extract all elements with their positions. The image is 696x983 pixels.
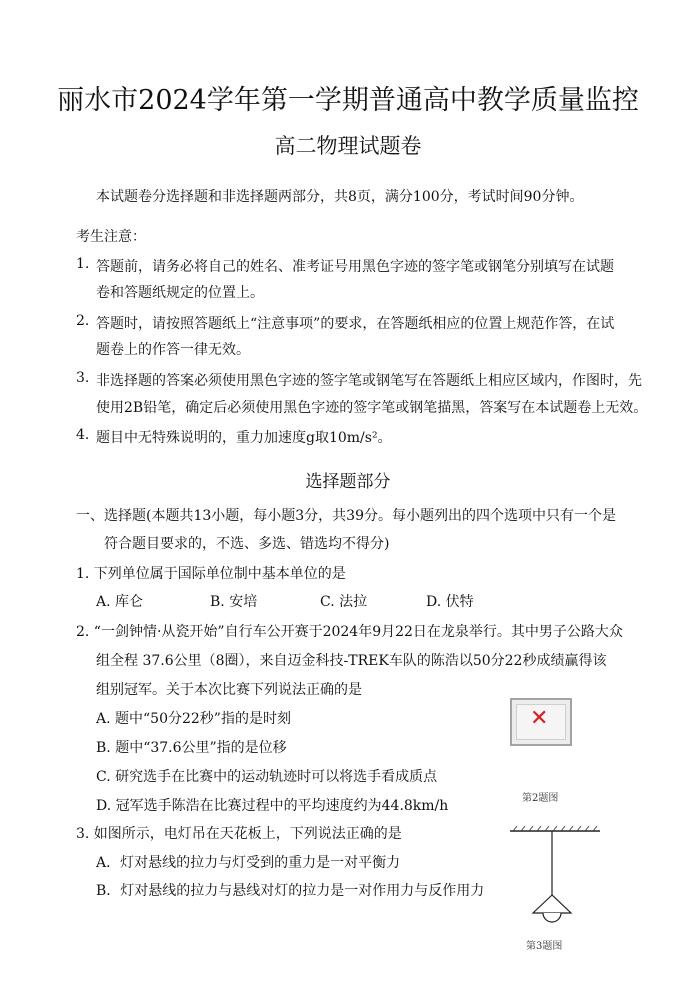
intro-text: 本试题卷分选择题和非选择题两部分，共8页，满分100分，考试时间90分钟。: [96, 189, 584, 205]
q2-figure-broken-image: [510, 698, 572, 746]
q1-option-b: B. 安培: [210, 594, 258, 610]
q1-stem: 1. 下列单位属于国际单位制中基本单位的是: [76, 566, 346, 582]
q3-figure-caption: 第3题图: [526, 941, 563, 952]
notice-1-line-1: 答题前，请务必将自己的姓名、准考证号用黑色字迹的签字笔或钢笔分别填写在试题: [96, 259, 614, 275]
exam-title: 丽水市2024学年第一学期普通高中教学质量监控: [57, 85, 639, 116]
part1-line-2: 符合题目要求的，不选、多选、错选均不得分): [104, 536, 390, 552]
lamp-bulb: [543, 913, 561, 922]
exam-subtitle: 高二物理试题卷: [274, 134, 422, 158]
q2-figure-caption: 第2题图: [522, 793, 559, 804]
q1-option-a: A. 库仑: [96, 594, 144, 610]
notice-3-line-2: 使用2B铅笔，确定后必须使用黑色字迹的签字笔或钢笔描黑，答案写在本试题卷上无效。: [96, 400, 648, 416]
notice-heading: 考生注意：: [76, 229, 146, 245]
notice-4-num: 4.: [76, 427, 90, 443]
notice-1-num: 1.: [76, 256, 90, 272]
q2-option-b: B. 题中“37.6公里”指的是位移: [96, 740, 287, 756]
q1-option-d: D. 伏特: [426, 594, 474, 610]
notice-4-line-1: 题目中无特殊说明的，重力加速度g取10m/s²。: [96, 430, 392, 446]
q3-option-a: A．灯对悬线的拉力与灯受到的重力是一对平衡力: [96, 855, 401, 871]
q2-option-c: C. 研究选手在比赛中的运动轨迹时可以将选手看成质点: [96, 769, 438, 785]
q2-option-a: A. 题中“50分22秒”指的是时刻: [96, 711, 291, 727]
q2-stem-line-3: 组别冠军。关于本次比赛下列说法正确的是: [96, 682, 362, 698]
q3-option-b: B．灯对悬线的拉力与悬线对灯的拉力是一对作用力与反作用力: [96, 883, 485, 899]
notice-2-num: 2.: [76, 313, 90, 329]
q3-lamp-figure: [505, 825, 605, 935]
notice-3-num: 3.: [76, 370, 90, 386]
broken-image-icon: ✕: [530, 706, 549, 731]
q1-option-c: C. 法拉: [320, 594, 368, 610]
lamp-shade: [533, 895, 571, 913]
q2-option-d: D. 冠军选手陈浩在比赛过程中的平均速度约为44.8km/h: [96, 798, 449, 814]
notice-1-line-2: 卷和答题纸规定的位置上。: [96, 285, 264, 301]
section-title: 选择题部分: [305, 472, 391, 492]
q2-stem-line-1: 2. “一剑钟情·从瓷开始”自行车公开赛于2024年9月22日在龙泉举行。其中男子公路大众: [76, 624, 623, 640]
q3-stem: 3. 如图所示，电灯吊在天花板上，下列说法正确的是: [76, 826, 402, 842]
notice-2-line-1: 答题时，请按照答题纸上“注意事项”的要求，在答题纸相应的位置上规范作答，在试: [96, 316, 615, 332]
notice-2-line-2: 题卷上的作答一律无效。: [96, 342, 250, 358]
part1-line-1: 一、选择题(本题共13小题，每小题3分，共39分。每小题列出的四个选项中只有一个是: [76, 508, 616, 524]
notice-3-line-1: 非选择题的答案必须使用黑色字迹的签字笔或钢笔写在答题纸上相应区域内，作图时，先: [96, 373, 642, 389]
q2-stem-line-2: 组全程 37.6公里（8圈），来自迈金科技-TREK车队的陈浩以50分22秒成绩赢得该: [96, 653, 607, 669]
